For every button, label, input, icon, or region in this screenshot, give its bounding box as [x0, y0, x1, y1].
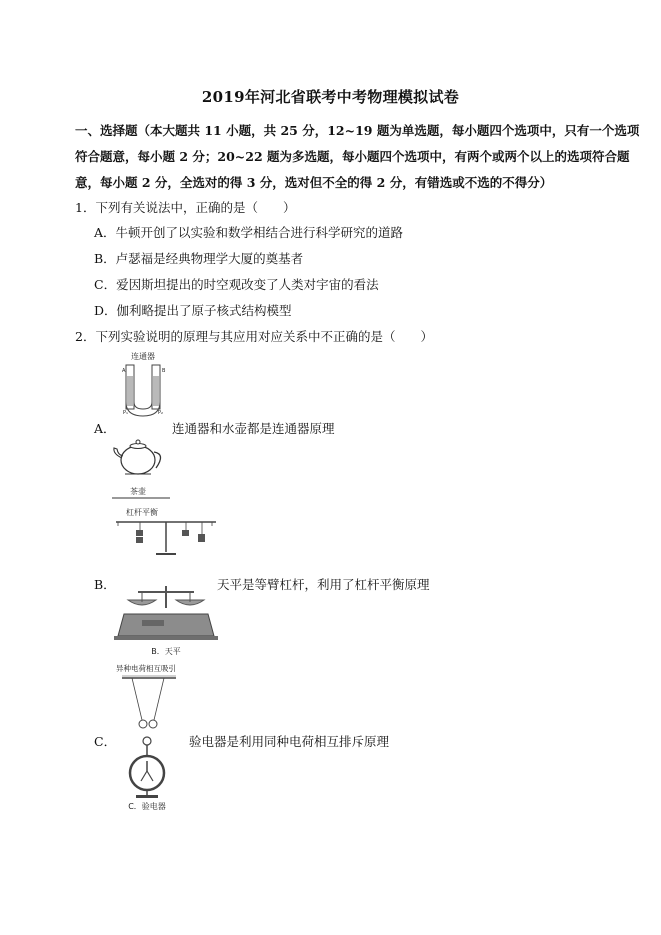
u-tube-mark-p1: P₁	[123, 410, 129, 416]
question-1-stem: 1．下列有关说法中，正确的是（ ）	[75, 200, 296, 215]
section-heading-line: 符合题意，每小题 2 分；20~22 题为多选题，每小题四个选项中，有两个或两个以上的选项符合题	[75, 149, 630, 164]
charge-attraction-figure	[112, 662, 182, 734]
u-tube-figure	[112, 350, 174, 422]
question-2-option-b-text: 天平是等臂杠杆，利用了杠杆平衡原理	[217, 577, 430, 592]
teapot-figure	[110, 432, 172, 500]
section-heading-line: 意，每小题 2 分，全选对的得 3 分，选对但不全的得 2 分，有错选或不选的不得分）	[75, 175, 553, 190]
question-1-option-b: B．卢瑟福是经典物理学大厦的奠基者	[94, 251, 304, 266]
teapot-caption: 茶壶	[130, 487, 146, 496]
u-tube-mark-p2: P₂	[158, 410, 164, 416]
question-2-stem: 2．下列实验说明的原理与其应用对应关系中不正确的是（ ）	[75, 329, 433, 344]
electroscope-caption: C．验电器	[128, 802, 166, 811]
balance-scale-caption: B．天平	[151, 647, 181, 656]
section-heading	[75, 118, 640, 196]
question-1-option-c: C．爱因斯坦提出的时空观改变了人类对宇宙的看法	[94, 277, 379, 292]
question-2-option-c-text: 验电器是利用同种电荷相互排斥原理	[189, 734, 390, 749]
question-2-option-c-letter: C．	[94, 734, 117, 749]
question-2-option-b-letter: B．	[94, 577, 116, 592]
u-tube-mark-a: A	[122, 368, 126, 374]
lever-figure	[112, 504, 220, 566]
u-tube-mark-b: B	[162, 368, 166, 374]
section-heading-line: 一、选择题（本大题共 11 小题，共 25 分，12~19 题为单选题，每小题四个选项中，只有一个选项	[75, 123, 640, 138]
question-1-option-d: D．伽利略提出了原子核式结构模型	[94, 303, 292, 318]
u-tube-caption: 连通器	[131, 352, 155, 361]
question-2-option-a-letter: A．	[94, 421, 116, 436]
question-2-option-a-text: 连通器和水壶都是连通器原理	[172, 421, 335, 436]
charge-attraction-caption: 异种电荷相互吸引	[116, 664, 176, 673]
page-title: 2019年河北省联考中考物理模拟试卷	[201, 88, 460, 106]
balance-scale-figure	[112, 578, 220, 660]
question-1-option-a: A．牛顿开创了以实验和数学相结合进行科学研究的道路	[94, 225, 404, 240]
lever-caption: 杠杆平衡	[126, 508, 158, 517]
electroscope-figure	[112, 735, 182, 813]
